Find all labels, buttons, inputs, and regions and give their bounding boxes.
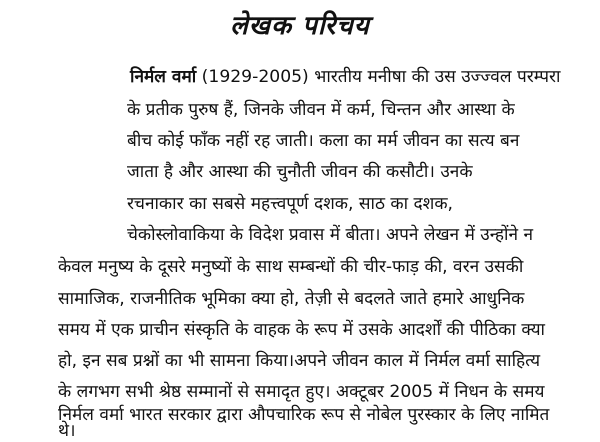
author-name: निर्मल वर्मा [130, 67, 197, 87]
text-line: निर्मल वर्मा भारत सरकार द्वारा औपचारिक रूप से नोबेल पुरस्कार के लिए नामित [58, 405, 550, 425]
text-line: हो, इन सब प्रश्नों का भी सामना किया।अपने जीवन काल में निर्मल वर्मा साहित्य [58, 351, 541, 371]
text-line: समय में एक प्राचीन संस्कृति के वाहक के रूप में उसके आदर्शों की पीठिका क्या [58, 320, 545, 340]
text-line: रचनाकार का सबसे महत्त्वपूर्ण दशक, साठ का दशक, [127, 194, 454, 214]
text-line [130, 66, 560, 88]
text-line: के प्रतीक पुरुष हैं, जिनके जीवन में कर्म, चिन्तन और आस्था के [127, 100, 515, 120]
text-line-content: (1929-2005) भारतीय मनीषा की उस उज्ज्वल परम्परा [201, 67, 561, 87]
page-title: लेखक परिचय [230, 11, 370, 41]
text-line: सामाजिक, राजनीतिक भूमिका क्या हो, तेज़ी से बदलते जाते हमारे आधुनिक [58, 289, 525, 309]
text-line: थे। [58, 421, 76, 441]
text-line: चेकोस्लोवाकिया के विदेश प्रवास में बीता। अपने लेखन में उन्होंने न [127, 225, 533, 245]
text-line: केवल मनुष्य के दूसरे मनुष्यों के साथ सम्बन्धों की चीर-फाड़ की, वरन उसकी [58, 257, 524, 277]
text-line: के लगभग सभी श्रेष्ठ सम्मानों से समादृत हुए। अक्टूबर 2005 में निधन के समय [58, 382, 545, 402]
text-line: जाता है और आस्था की चुनौती जीवन की कसौटी। उनके [127, 162, 473, 182]
text-line: बीच कोई फाँक नहीं रह जाती। कला का मर्म जीवन का सत्य बन [127, 131, 520, 151]
